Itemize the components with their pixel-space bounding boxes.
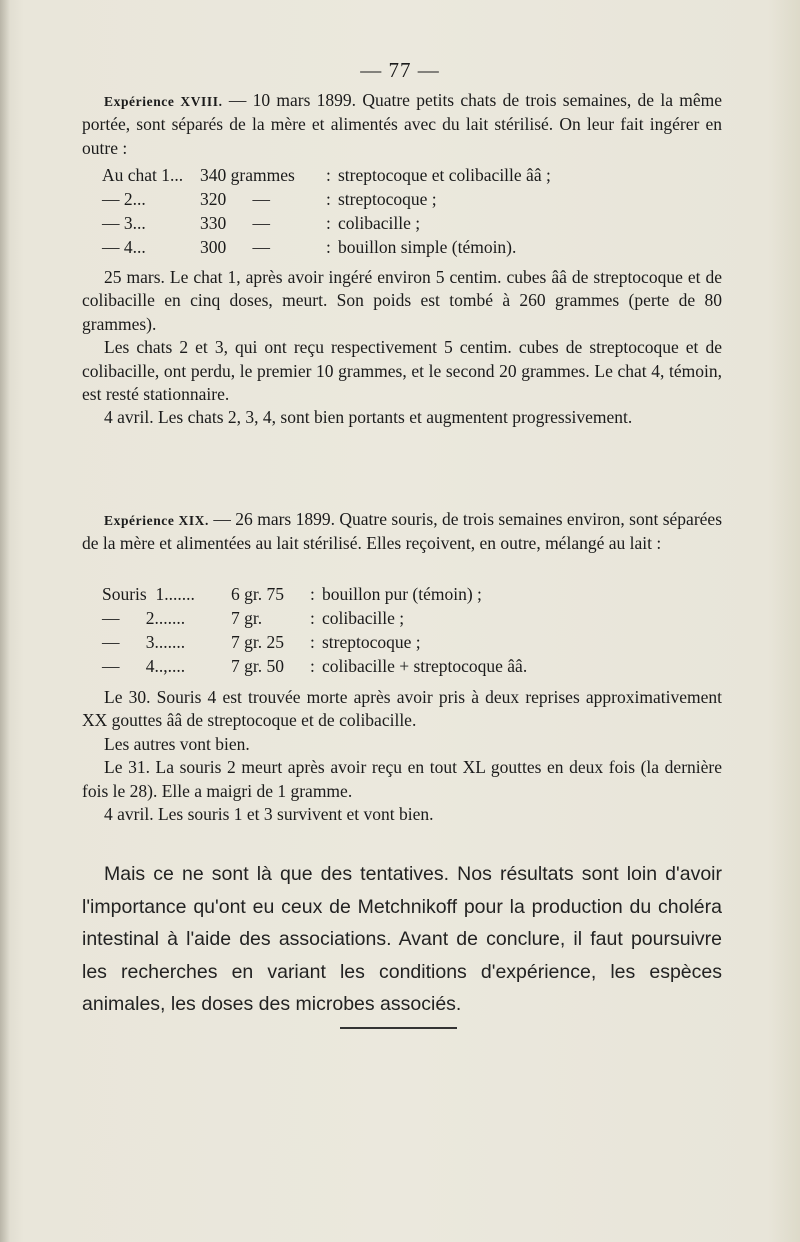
dose-substance: streptocoque ;: [338, 189, 437, 209]
dose-separator: :: [326, 165, 331, 185]
dose-weight: 340 grammes: [200, 165, 295, 185]
dose-weight: 320 —: [200, 189, 270, 209]
experience-18-results: [82, 266, 722, 430]
experience-18-intro: [82, 89, 722, 160]
dose-separator: :: [326, 189, 331, 209]
experience-18-paragraph: [82, 89, 722, 160]
dose-separator: :: [326, 237, 331, 257]
dose-label: — 3.......: [102, 632, 186, 652]
dose-separator: :: [310, 608, 315, 628]
dose-weight: 7 gr. 25: [231, 632, 284, 652]
dose-substance: colibacille + streptocoque ââ.: [322, 656, 528, 676]
experience-19-result-4: 4 avril. Les souris 1 et 3 survivent et vont bien.: [104, 804, 434, 825]
dose-label: — 2...: [102, 189, 146, 209]
dose-substance: bouillon pur (témoin) ;: [322, 584, 482, 604]
page-number: — 77 —: [360, 58, 440, 82]
experience-19-intro-text: — 26 mars 1899. Quatre souris, de trois semaines environ, sont séparées de la mère et alimentées au lait stérilisé. Elles reçoivent, en outre, mélangé au lait :: [82, 509, 722, 554]
dose-weight: 330 —: [200, 213, 270, 233]
dose-weight: 7 gr. 50: [231, 656, 284, 676]
experience-19-result-3: Le 31. La souris 2 meurt après avoir reçu en tout XL gouttes en deux fois (la dernière fois le 28). Elle a maigri de 1 gramme.: [82, 757, 722, 801]
dose-label: Au chat 1...: [102, 165, 184, 185]
dose-label: — 4..,....: [102, 656, 186, 676]
dose-label: — 3...: [102, 213, 146, 233]
experience-19-intro: [82, 508, 722, 556]
experience-19-result-2: Les autres vont bien.: [104, 733, 250, 754]
experience-18-heading: Expérience XVIII.: [104, 94, 223, 109]
experience-19-heading: Expérience XIX.: [104, 513, 210, 528]
dose-substance: streptocoque ;: [322, 632, 421, 652]
experience-18-result-2: Les chats 2 et 3, qui ont reçu respectivement 5 centim. cubes de streptocoque et de colibacille, ont perdu, le premier 10 grammes, et le second 20 grammes. Le chat 4, témoin, est resté stationnaire.: [82, 337, 722, 405]
dose-separator: :: [310, 584, 315, 604]
dose-separator: :: [310, 656, 315, 676]
dose-substance: colibacille ;: [338, 213, 421, 233]
dose-label: — 4...: [102, 237, 146, 257]
experience-18-result-1: 25 mars. Le chat 1, après avoir ingéré environ 5 centim. cubes ââ de streptocoque et de colibacille en cinq doses, meurt. Son poids est tombé à 260 grammes (perte de 80 grammes).: [82, 267, 722, 334]
page-edge-shadow: [0, 0, 10, 1242]
dose-label: — 2.......: [102, 608, 186, 628]
dose-weight: 300 —: [200, 237, 270, 257]
experience-18-intro-text: — 10 mars 1899. Quatre petits chats de trois semaines, de la même portée, sont séparés de la mère et alimentés avec du lait stérilisé. On leur fait ingérer en outre :: [82, 90, 722, 158]
dose-separator: :: [310, 632, 315, 652]
experience-19-results: [82, 686, 722, 826]
dose-substance: streptocoque et colibacille ââ ;: [338, 165, 551, 185]
end-rule-divider: [340, 1027, 457, 1029]
dose-weight: 7 gr.: [231, 608, 263, 628]
dose-substance: bouillon simple (témoin).: [338, 237, 517, 257]
experience-19-result-1: Le 30. Souris 4 est trouvée morte après avoir pris à deux reprises approximativement XX gouttes ââ de streptocoque et de colibacille.: [82, 687, 722, 731]
experience-19-paragraph: [82, 508, 722, 556]
conclusion-paragraph: Mais ce ne sont là que des tentatives. Nos résultats sont loin d'avoir l'importance qu'ont eu ceux de Metchnikoff pour la production du choléra intestinal à l'aide des associations. Avant de conclure, il faut poursuivre les recherches en variant les conditions d'expérience, les espèces animales, les doses des microbes associés.: [82, 863, 722, 1015]
dose-weight: 6 gr. 75: [231, 584, 284, 604]
dose-separator: :: [326, 213, 331, 233]
experience-18-result-3: 4 avril. Les chats 2, 3, 4, sont bien portants et augmentent progressivement.: [104, 407, 633, 428]
dose-label: Souris 1.......: [102, 584, 195, 604]
dose-substance: colibacille ;: [322, 608, 405, 628]
